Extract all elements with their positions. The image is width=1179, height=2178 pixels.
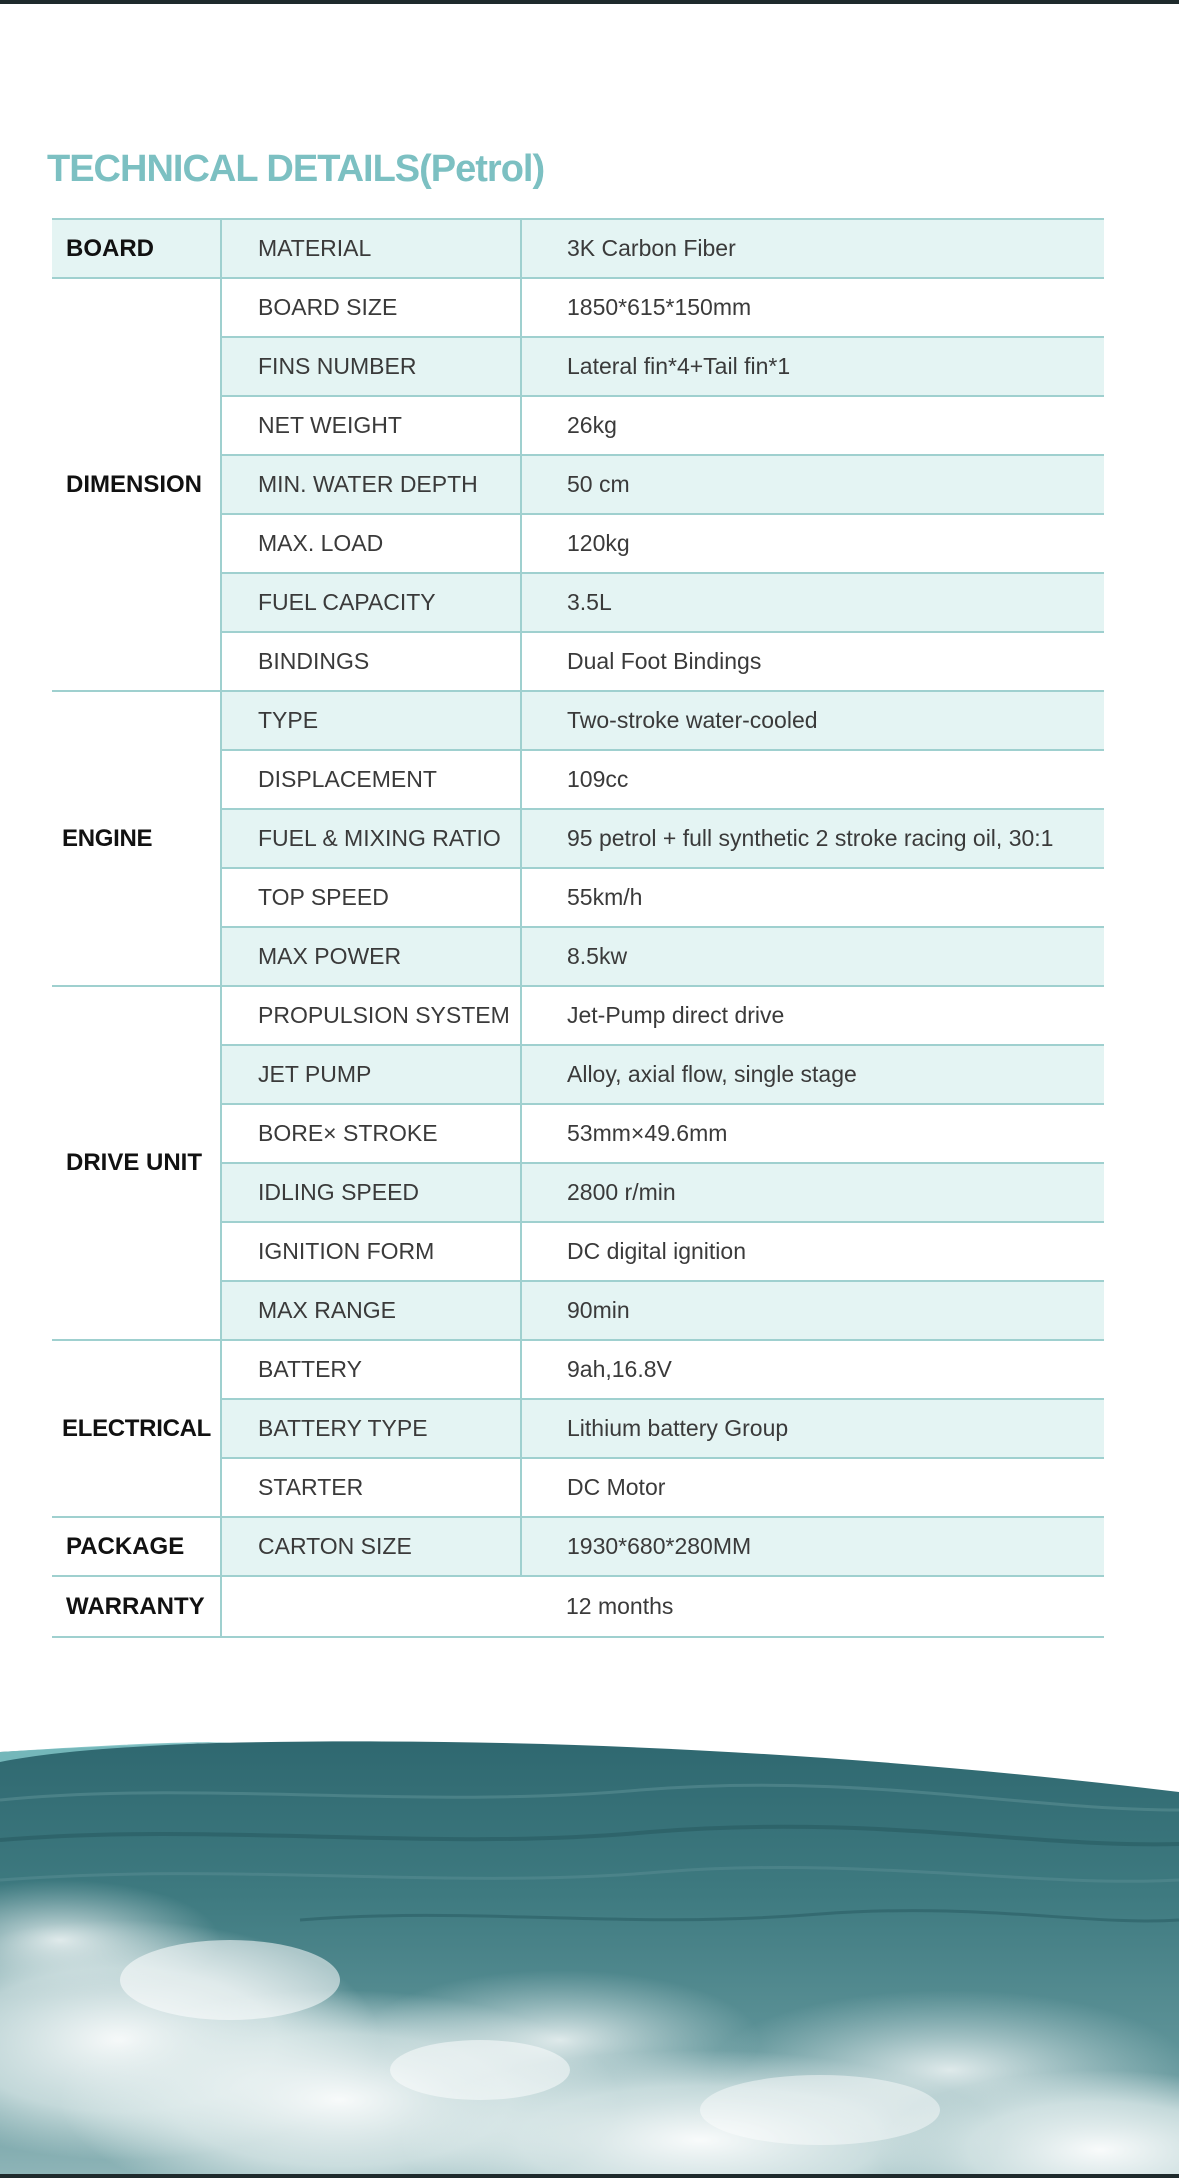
param-label: IDLING SPEED <box>221 1163 521 1222</box>
param-value: 120kg <box>521 514 1104 573</box>
param-value: 109cc <box>521 750 1104 809</box>
group-label-warranty: WARRANTY <box>52 1576 221 1637</box>
param-label: JET PUMP <box>221 1045 521 1104</box>
group-label-board: BOARD <box>52 219 221 278</box>
param-label: DISPLACEMENT <box>221 750 521 809</box>
param-label: BATTERY TYPE <box>221 1399 521 1458</box>
param-label: FINS NUMBER <box>221 337 521 396</box>
param-label: CARTON SIZE <box>221 1517 521 1576</box>
param-value: 2800 r/min <box>521 1163 1104 1222</box>
param-label: FUEL CAPACITY <box>221 573 521 632</box>
param-value: 53mm×49.6mm <box>521 1104 1104 1163</box>
param-value: Dual Foot Bindings <box>521 632 1104 691</box>
param-label: MAX POWER <box>221 927 521 986</box>
param-label: BORE× STROKE <box>221 1104 521 1163</box>
table-row <box>52 1340 1104 1399</box>
table-row <box>52 1576 1104 1637</box>
param-value: 8.5kw <box>521 927 1104 986</box>
group-label-engine: ENGINE <box>52 691 221 986</box>
param-value: Jet-Pump direct drive <box>521 986 1104 1045</box>
param-value: 12 months <box>521 1576 1104 1637</box>
table-row <box>52 986 1104 1045</box>
param-value: Alloy, axial flow, single stage <box>521 1045 1104 1104</box>
param-value: 50 cm <box>521 455 1104 514</box>
param-label: BATTERY <box>221 1340 521 1399</box>
param-label: PROPULSION SYSTEM <box>221 986 521 1045</box>
page-title: TECHNICAL DETAILS(Petrol) <box>47 148 545 190</box>
group-label-dimension: DIMENSION <box>52 278 221 691</box>
table-row <box>52 219 1104 278</box>
param-value: Lithium battery Group <box>521 1399 1104 1458</box>
param-value: 3K Carbon Fiber <box>521 219 1104 278</box>
param-label: NET WEIGHT <box>221 396 521 455</box>
param-value: Two-stroke water-cooled <box>521 691 1104 750</box>
group-label-drive-unit: DRIVE UNIT <box>52 986 221 1340</box>
param-value: 3.5L <box>521 573 1104 632</box>
param-value: DC digital ignition <box>521 1222 1104 1281</box>
param-label: MAX RANGE <box>221 1281 521 1340</box>
param-value: Lateral fin*4+Tail fin*1 <box>521 337 1104 396</box>
ocean-wave-image <box>0 1740 1179 2178</box>
param-label: MIN. WATER DEPTH <box>221 455 521 514</box>
spec-table <box>52 218 1104 1638</box>
table-row <box>52 1517 1104 1576</box>
param-label: BINDINGS <box>221 632 521 691</box>
param-value: 9ah,16.8V <box>521 1340 1104 1399</box>
param-label <box>221 1576 521 1637</box>
param-label: TYPE <box>221 691 521 750</box>
group-label-package: PACKAGE <box>52 1517 221 1576</box>
table-row <box>52 691 1104 750</box>
group-label-electrical: ELECTRICAL <box>52 1340 221 1517</box>
param-label: MAX. LOAD <box>221 514 521 573</box>
param-value: 26kg <box>521 396 1104 455</box>
param-value: 55km/h <box>521 868 1104 927</box>
param-label: STARTER <box>221 1458 521 1517</box>
param-value: 1850*615*150mm <box>521 278 1104 337</box>
param-label: BOARD SIZE <box>221 278 521 337</box>
param-label: IGNITION FORM <box>221 1222 521 1281</box>
param-label: TOP SPEED <box>221 868 521 927</box>
param-label: FUEL & MIXING RATIO <box>221 809 521 868</box>
param-value: 90min <box>521 1281 1104 1340</box>
param-value: 1930*680*280MM <box>521 1517 1104 1576</box>
table-row <box>52 278 1104 337</box>
param-value: DC Motor <box>521 1458 1104 1517</box>
top-rule <box>0 0 1179 4</box>
param-value: 95 petrol + full synthetic 2 stroke racing oil, 30:1 <box>521 809 1104 868</box>
param-label: MATERIAL <box>221 219 521 278</box>
